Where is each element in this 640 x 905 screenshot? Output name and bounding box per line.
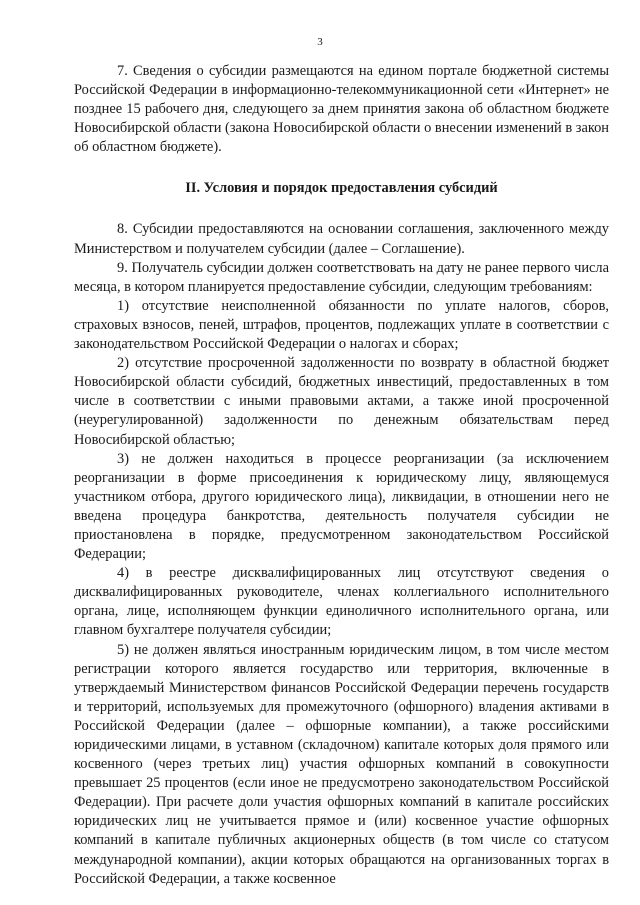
page-number: 3 — [317, 36, 323, 48]
requirement-5: 5) не должен являться иностранным юридическим лицом, в том числе местом регистрации которого является государство или территория, включенные в утверждаемый Министерством финансов Российской Федерации перечень государств и территорий, используемых для промежуточного (офшорного) владения активами в Российской Федерации (далее – офшорные компании), а также российскими юридическими лицами, в уставном (складочном) капитале которых доля прямого или косвенного (через третьих лиц) участия офшорных компаний в совокупности превышает 25 процентов (если иное не предусмотрено законодательством Российской Федерации). При расчете доли участия офшорных компаний в капитале российских юридических лиц не учитывается прямое и (или) косвенное участие офшорных компаний в капитале публичных акционерных обществ (в том числе со статусом международной компании), акции которых обращаются на организованных торгах в Российской Федерации, а также косвенное — [74, 641, 609, 887]
requirement-2: 2) отсутствие просроченной задолженности по возврату в областной бюджет Новосибирской области субсидий, бюджетных инвестиций, предоставленных в том числе в соответствии с иными правовыми актами, а также иной просроченной (неурегулированной) задолженности по денежным обязательствам перед Новосибирской областью; — [74, 355, 609, 448]
requirement-4: 4) в реестре дисквалифицированных лиц отсутствуют сведения о дисквалифицированных руководителе, членах коллегиального исполнительного органа, лице, исполняющем функции единоличного исполнительного органа, или главном бухгалтере получателя субсидии; — [74, 565, 609, 639]
paragraph-7: 7. Сведения о субсидии размещаются на едином портале бюджетной системы Российской Федерации в информационно-телекоммуникационной сети «Интернет» не позднее 15 рабочего дня, следующего за днем принятия закона об областном бюджете Новосибирской области (закона Новосибирской области о внесении изменений в закон об областном бюджете). — [74, 63, 609, 156]
section-heading: II. Условия и порядок предоставления субсидий — [185, 180, 498, 197]
paragraph-9: 9. Получатель субсидии должен соответствовать на дату не ранее первого числа месяца, в котором планируется предоставление субсидии, следующим требованиям: — [74, 259, 609, 295]
requirement-1: 1) отсутствие неисполненной обязанности по уплате налогов, сборов, страховых взносов, пеней, штрафов, процентов, подлежащих уплате в соответствии с законодательством Российской Федерации о налогах и сборах; — [74, 297, 609, 353]
document-body — [74, 62, 609, 889]
paragraph-8: 8. Субсидии предоставляются на основании соглашения, заключенного между Министерством и получателем субсидии (далее – Соглашение). — [74, 221, 609, 257]
requirement-3: 3) не должен находиться в процессе реорганизации (за исключением реорганизации в форме присоединения к юридическому лицу, являющемуся участником отбора, другого юридического лица), ликвидации, в отношении него не введена процедура банкротства, деятельность получателя субсидии не приостановлена в порядке, предусмотренном законодательством Российской Федерации; — [74, 450, 609, 563]
